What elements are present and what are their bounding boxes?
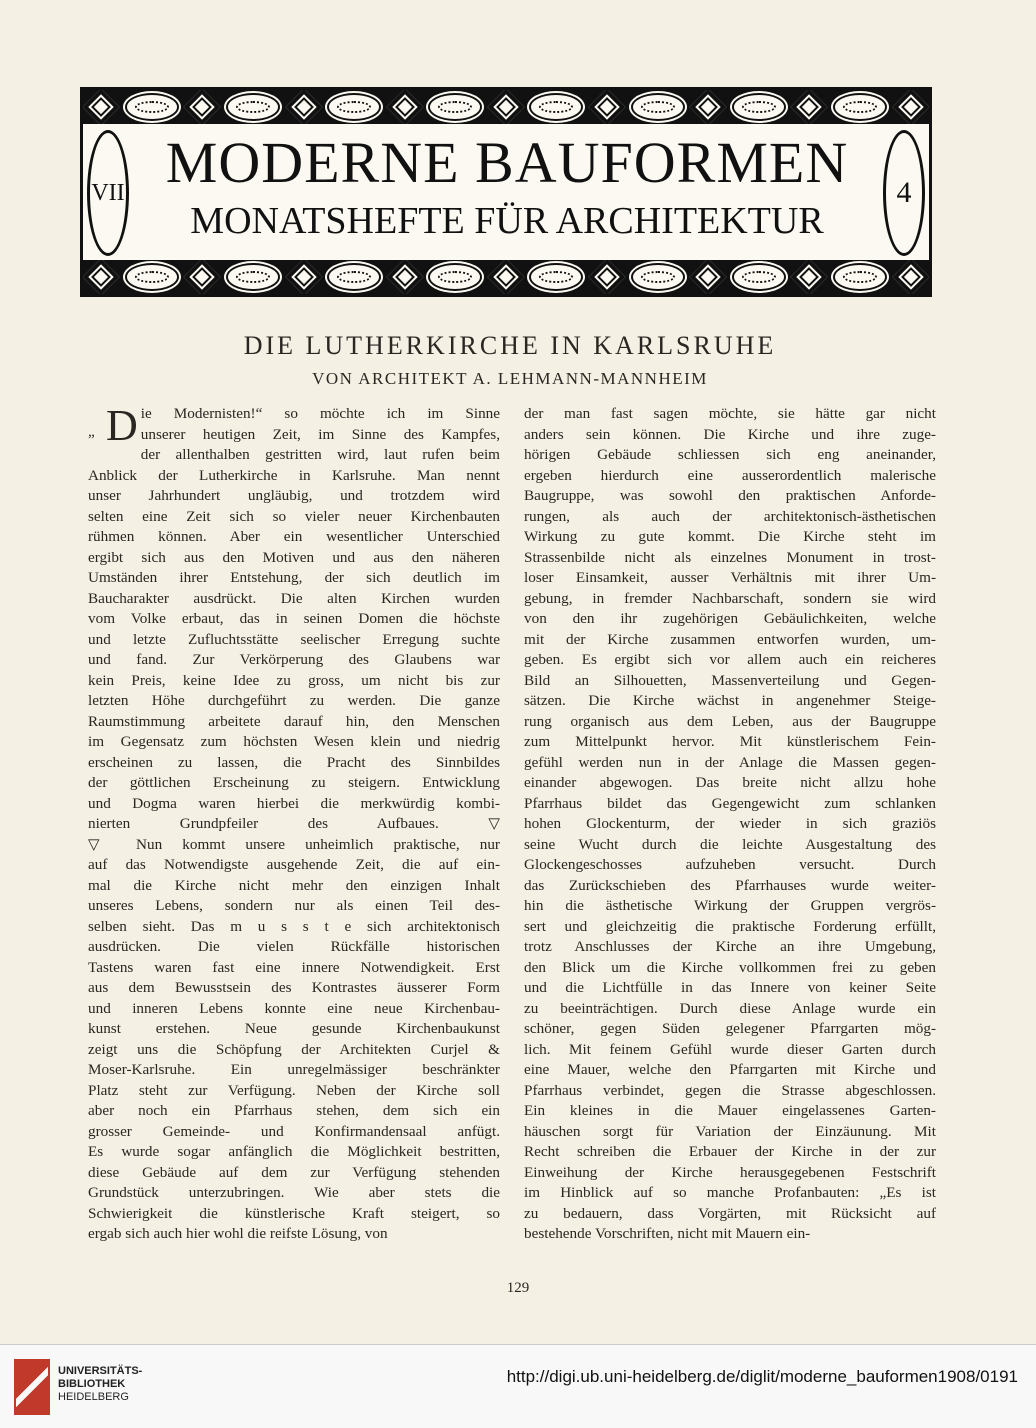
text-line	[88, 466, 500, 487]
text-line-content: Moser-Karlsruhe. Ein unregelmässiger beschränkter	[88, 1061, 500, 1078]
ornament-band-top	[83, 90, 929, 124]
text-line-content: geben. Es ergibt sich vor allem auch ein reicheres	[524, 651, 936, 668]
text-line	[88, 1122, 500, 1143]
text-line	[524, 425, 936, 446]
text-line	[524, 609, 936, 630]
text-line-content: von den ihr zugehörigen Gebäulichkeiten, welche	[524, 610, 936, 627]
text-line	[88, 1163, 500, 1184]
text-line-content: Strassenbilde nicht als einzelnes Monument in trost-	[524, 548, 936, 566]
text-line-content: bestehende Vorschriften, nicht mit Mauern ein-	[524, 1225, 811, 1242]
text-line	[88, 958, 500, 979]
text-line	[524, 691, 936, 712]
ornament-oval-icon	[327, 263, 381, 291]
text-line-content: letzten Höhe durchgeführt zu werden. Die ganze	[88, 692, 500, 709]
text-line	[524, 1142, 936, 1163]
drop-cap: D	[106, 401, 138, 450]
text-line	[88, 978, 500, 999]
text-column-right	[524, 404, 936, 1245]
journal-subtitle: MONATSHEFTE FÜR ARCHITEKTUR	[190, 200, 824, 242]
text-line-content: vom Volke erbaut, das in seinen Domen die höchste	[88, 610, 500, 627]
text-line-content: gebung, in fremder Nachbarschaft, sondern sie wird	[524, 589, 936, 607]
text-line-content: eine Mauer, welche den Pfarrgarten mit Kirche und	[524, 1061, 936, 1078]
text-line	[88, 732, 500, 753]
text-line	[88, 630, 500, 651]
text-line-content: selten eine Zeit sich so vieler neuer Kirchenbauten	[88, 507, 500, 525]
text-line	[524, 876, 936, 897]
text-line	[524, 999, 936, 1020]
text-line	[524, 568, 936, 589]
volume-number: VII	[91, 179, 125, 206]
text-line-content: Platz steht zur Verfügung. Neben der Kirche soll	[88, 1081, 500, 1099]
ornament-oval-icon	[732, 93, 786, 121]
text-line	[524, 527, 936, 548]
ornament-oval-icon	[125, 263, 179, 291]
text-line-content: aus dem Bewusstsein des Kontrastes äusserer Form	[88, 979, 500, 996]
volume-cartouche	[87, 130, 129, 256]
text-line-content: im Hinblick auf so manche Profanbauten: „Es ist	[524, 1184, 936, 1201]
ornament-diamond-icon	[83, 90, 120, 124]
library-name-line-1: UNIVERSITÄTS-	[58, 1365, 143, 1377]
issue-cartouche	[883, 130, 925, 256]
text-line	[141, 425, 500, 446]
text-line-content: gefühl werden nun in der Anlage die Massen gegen-	[524, 753, 936, 771]
text-line	[524, 1101, 936, 1122]
text-line	[88, 1040, 500, 1061]
text-line-content: hin die ästhetische Wirkung der Gruppen vergrös-	[524, 897, 936, 914]
ornament-oval-icon	[833, 93, 887, 121]
text-line-content: rühmen können. Aber ein wesentlicher Unterschied	[88, 528, 500, 545]
text-line	[88, 650, 500, 671]
text-line-content: grosser Gemeinde- und Konfirmandensaal anfügt.	[88, 1122, 500, 1140]
text-line-content: mal die Kirche nicht mehr den einzigen Inhalt	[88, 876, 500, 894]
ornament-oval-icon	[428, 93, 482, 121]
text-line-content: zum Mittelpunkt hervor. Mit künstlerischem Fein-	[524, 733, 936, 750]
text-line	[88, 568, 500, 589]
text-line-content: erscheinen zu lassen, die Pracht des Sinnbildes	[88, 753, 500, 771]
text-line-content: trotz Anschlusses der Kirche an ihre Umgebung,	[524, 938, 936, 955]
text-line	[524, 1163, 936, 1184]
text-line	[88, 835, 500, 856]
text-line-content: der allenthalben gestritten wird, laut rufen beim	[140, 446, 500, 463]
text-line	[88, 691, 500, 712]
library-name-line-2: BIBLIOTHEK	[58, 1378, 126, 1390]
source-url-link[interactable]: http://digi.ub.uni-heidelberg.de/diglit/moderne_bauformen1908/0191	[506, 1367, 1018, 1386]
text-line-content: im Gegensatz zum höchsten Wesen klein und niedrig	[88, 733, 500, 750]
text-line	[88, 548, 500, 569]
ornament-oval-icon	[631, 263, 685, 291]
text-line	[88, 486, 500, 507]
text-line-content: der göttlichen Erscheinung zu steigern. Entwicklung	[88, 774, 500, 791]
text-line-content: ie Modernisten!“ so möchte ich im Sinne	[140, 405, 500, 422]
text-line-content: ergab sich auch hier wohl die reifste Lösung, von	[88, 1225, 388, 1242]
issue-number: 4	[896, 176, 912, 209]
text-line	[524, 978, 936, 999]
text-line	[88, 1224, 500, 1245]
ornament-diamond-icon	[285, 260, 322, 294]
text-line	[88, 814, 500, 835]
text-line-content: Glockengeschosses aufzuheben versucht. Durch	[524, 856, 936, 873]
text-line	[88, 753, 500, 774]
text-line-content: schöner, gegen Süden gelegener Pfarrgarten mög-	[524, 1020, 936, 1037]
text-line	[88, 1183, 500, 1204]
text-line-content: Baugruppe, was sowohl den praktischen Anforde-	[524, 487, 936, 504]
text-line	[88, 1204, 500, 1225]
text-line	[524, 917, 936, 938]
text-line	[524, 1019, 936, 1040]
text-line-content: sätzen. Die Kirche wächst in angenehmer Steige-	[524, 692, 936, 709]
text-line-content: unser Jahrhundert ungläubig, und trotzdem wird	[88, 487, 500, 504]
text-line	[88, 1101, 500, 1122]
ornament-diamond-icon	[690, 90, 727, 124]
text-line-content: nierten Grundpfeiler des Aufbaues. ▽	[88, 815, 500, 832]
text-line-content: Anblick der Lutherkirche in Karlsruhe. Man nennt	[88, 466, 500, 484]
text-line	[524, 650, 936, 671]
text-line	[524, 507, 936, 528]
text-line	[524, 1122, 936, 1143]
text-line	[524, 855, 936, 876]
text-line	[88, 794, 500, 815]
digitization-footer	[0, 1344, 1036, 1428]
text-line-content: häuschen sorgt für Variation der Einzäunung. Mit	[524, 1122, 936, 1140]
text-line	[524, 445, 936, 466]
text-line-content: kunst erstehen. Neue gesunde Kirchenbaukunst	[88, 1020, 500, 1037]
text-line-content: diese Gebäude auf dem zur Verfügung stehenden	[88, 1163, 500, 1181]
text-line-content: Bild an Silhouetten, Massenverteilung und Gegen-	[524, 671, 936, 689]
text-line-content: rungen, als auch der architektonisch-ästhetischen	[524, 507, 936, 525]
text-line-content: selben sieht. Das m u s s t e sich architektonisch	[88, 917, 500, 935]
journal-title: MODERNE BAUFORMEN	[165, 130, 849, 195]
article-title: DIE LUTHERKIRCHE IN KARLSRUHE	[243, 331, 777, 360]
ornament-diamond-icon	[386, 260, 423, 294]
ornament-oval-icon	[631, 93, 685, 121]
text-line-content: das Zurückschieben des Pfarrhauses wurde weiter-	[524, 876, 936, 894]
text-line-content: Einweihung der Kirche herausgegebenen Festschrift	[524, 1163, 936, 1181]
text-line-content: und fand. Zur Verkörperung des Glaubens war	[88, 651, 500, 668]
text-line-content: Recht schreiben die Erbauer der Kirche in der zur	[524, 1143, 936, 1160]
text-line	[524, 1224, 936, 1245]
text-line-content: zeigt uns die Schöpfung der Architekten Curjel &	[88, 1040, 500, 1058]
text-line-content: Tastens waren fast eine innere Notwendigkeit. Erst	[88, 958, 500, 976]
text-line-content: ergeben hierdurch eine ausserordentlich malerische	[524, 466, 936, 484]
text-line-content: hohen Glockenturm, der wieder in sich graziös	[524, 815, 936, 832]
text-line-content: zu beeinträchtigen. Durch diese Anlage wurde ein	[524, 999, 936, 1017]
text-line-content: unseres Lebens, sondern nur als einen Teil des-	[88, 897, 500, 914]
text-line-content: den Blick um die Kirche vollkommen frei zu geben	[524, 958, 936, 976]
text-line	[524, 814, 936, 835]
text-line	[524, 1060, 936, 1081]
text-line-content: rung organisch aus dem Leben, aus der Baugruppe	[524, 712, 936, 730]
text-line	[524, 712, 936, 733]
text-line-content: kein Preis, keine Idee zu gross, um nicht bis zur	[88, 671, 500, 689]
ornament-diamond-icon	[83, 260, 120, 294]
text-line	[524, 896, 936, 917]
ornament-diamond-icon	[892, 260, 929, 294]
text-line-content: Raumstimmung arbeitete darauf hin, den Menschen	[88, 712, 500, 730]
text-line-content: lich. Mit feinem Gefühl wurde dieser Garten durch	[524, 1040, 936, 1058]
text-line-content: seine Wucht durch die leichte Ausgestaltung des	[524, 835, 936, 853]
ornament-diamond-icon	[488, 260, 525, 294]
text-line-content: Pfarrhaus bildet das Gegengewicht zum schlanken	[524, 794, 936, 812]
text-line	[524, 1204, 936, 1225]
text-line	[524, 937, 936, 958]
ornament-oval-icon	[125, 93, 179, 121]
text-line	[88, 507, 500, 528]
text-line-content: Baucharakter ausdrückt. Die alten Kirchen wurden	[88, 589, 500, 607]
text-line-content: Es wurde sogar anfänglich die Möglichkeit bestritten,	[88, 1143, 500, 1160]
ornament-oval-icon	[833, 263, 887, 291]
text-line	[524, 630, 936, 651]
text-line-content: Wirkung zu gute kommt. Die Kirche steht im	[524, 528, 936, 545]
text-line	[524, 671, 936, 692]
text-line	[88, 1060, 500, 1081]
text-line-content: anders sein können. Die Kirche und ihre zuge-	[524, 425, 936, 443]
ornament-oval-icon	[226, 93, 280, 121]
text-line	[88, 609, 500, 630]
ornament-diamond-icon	[386, 90, 423, 124]
library-logo-icon	[14, 1359, 50, 1415]
text-line-content: und inneren Lebens konnte eine neue Kirchenbau-	[88, 999, 500, 1017]
text-line	[88, 712, 500, 733]
text-line-content: und Dogma waren hierbei die merkwürdig kombi-	[88, 794, 500, 812]
ornament-band-bottom	[83, 260, 929, 294]
text-line	[524, 794, 936, 815]
ornament-oval-icon	[226, 263, 280, 291]
page-number: 129	[506, 1280, 530, 1296]
text-line	[524, 773, 936, 794]
text-line	[524, 1081, 936, 1102]
ornament-diamond-icon	[488, 90, 525, 124]
ornament-diamond-icon	[285, 90, 322, 124]
ornament-diamond-icon	[184, 90, 221, 124]
drop-cap-quote: „	[88, 423, 95, 440]
text-column-left	[88, 401, 500, 1245]
text-line	[524, 548, 936, 569]
text-line	[524, 1183, 936, 1204]
text-line	[524, 732, 936, 753]
text-line	[524, 1040, 936, 1061]
ornament-oval-icon	[732, 263, 786, 291]
text-line-content: der man fast sagen möchte, sie hätte gar nicht	[524, 405, 936, 422]
library-name-line-3: HEIDELBERG	[58, 1391, 129, 1403]
text-line	[88, 917, 500, 938]
ornament-diamond-icon	[791, 90, 828, 124]
article-byline: VON ARCHITEKT A. LEHMANN-MANNHEIM	[312, 369, 708, 388]
text-line	[88, 671, 500, 692]
text-line-content: und letzte Zufluchtsstätte seelischer Erregung suchte	[88, 630, 500, 648]
ornament-oval-icon	[529, 263, 583, 291]
text-line	[524, 466, 936, 487]
text-line	[524, 958, 936, 979]
text-line-content: ergibt sich aus den Motiven und aus den näheren	[88, 548, 500, 566]
text-line-content: und die Lichtfülle in das Innere von keiner Seite	[524, 979, 936, 996]
ornament-diamond-icon	[184, 260, 221, 294]
text-line-content: unserer heutigen Zeit, im Sinne des Kampfes,	[140, 425, 500, 443]
masthead	[80, 87, 932, 297]
text-line-content: auf das Notwendigste ausgehende Zeit, die auf ein-	[88, 856, 500, 873]
text-line	[88, 855, 500, 876]
text-line-content: Ein kleines in die Mauer eingelassenes Garten-	[524, 1102, 936, 1119]
text-line-content: ausdrücken. Die vielen Rückfälle historischen	[88, 938, 500, 955]
text-line-content: Umständen ihrer Entstehung, der sich deutlich im	[88, 569, 500, 586]
text-line	[88, 937, 500, 958]
text-line-content: Schwierigkeit die künstlerische Kraft steigert, so	[88, 1204, 500, 1222]
library-name	[58, 1365, 142, 1404]
text-line-content: mit der Kirche zusammen entworfen wurden, um-	[524, 630, 936, 648]
text-line-content: Pfarrhaus verbindet, gegen die Strasse abgeschlossen.	[524, 1081, 936, 1099]
ornament-oval-icon	[428, 263, 482, 291]
text-line-content: einander abgewogen. Das breite nicht allzu hohe	[524, 774, 936, 791]
text-line	[88, 1081, 500, 1102]
text-line-content: Grundstück unterzubringen. Wie aber stets die	[88, 1184, 500, 1201]
text-line	[524, 753, 936, 774]
ornament-diamond-icon	[892, 90, 929, 124]
text-line	[524, 589, 936, 610]
text-line	[524, 835, 936, 856]
text-line	[88, 876, 500, 897]
text-line	[88, 1019, 500, 1040]
text-line-content: hörigen Gebäude schliessen sich eng aneinander,	[524, 446, 936, 463]
text-line	[88, 527, 500, 548]
text-line-content: aber noch ein Pfarrhaus stehen, dem sich ein	[88, 1102, 500, 1119]
text-line-content: loser Einsamkeit, ausser Verhältnis mit ihrer Um-	[524, 569, 936, 586]
text-line	[88, 896, 500, 917]
text-line-content: zu bedauern, dass Vorgärten, mit Rücksicht auf	[524, 1204, 936, 1222]
ornament-diamond-icon	[791, 260, 828, 294]
text-line	[88, 773, 500, 794]
text-line	[88, 589, 500, 610]
text-line-content: sert und gleichzeitig die praktische Forderung erfüllt,	[524, 917, 936, 935]
text-line	[88, 999, 500, 1020]
ornament-diamond-icon	[589, 90, 626, 124]
ornament-oval-icon	[327, 93, 381, 121]
text-line-content: ▽ Nun kommt unsere unheimlich praktische, nur	[88, 835, 500, 853]
text-line	[524, 486, 936, 507]
ornament-diamond-icon	[589, 260, 626, 294]
text-line	[141, 445, 500, 466]
ornament-diamond-icon	[690, 260, 727, 294]
ornament-oval-icon	[529, 93, 583, 121]
text-line	[88, 1142, 500, 1163]
text-line	[524, 404, 936, 425]
